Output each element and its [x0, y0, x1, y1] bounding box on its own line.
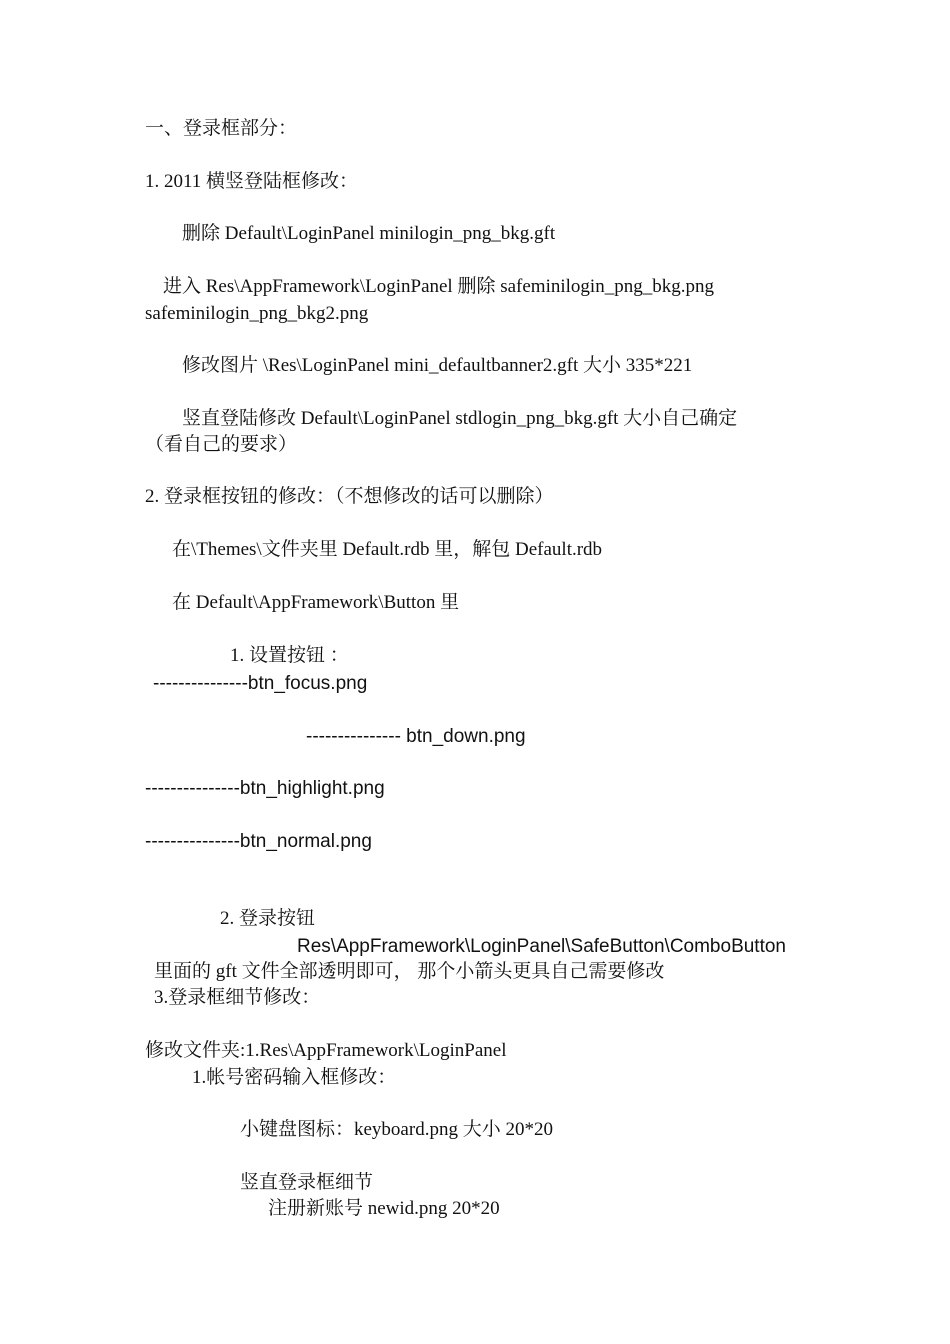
text-line: 竖直登陆修改 Default\LoginPanel stdlogin_png_bkg.gft 大小自己确定	[182, 408, 738, 429]
text-line: 在 Default\AppFramework\Button 里	[172, 592, 460, 613]
text-line: 进入 Res\AppFramework\LoginPanel 删除 safeminilogin_png_bkg.png	[163, 276, 714, 297]
text-line: （看自己的要求）	[145, 434, 298, 455]
text-line: 里面的 gft 文件全部透明即可， 那个小箭头更具自己需要修改	[154, 961, 665, 982]
text-line: 在\Themes\文件夹里 Default.rdb 里，解包 Default.rdb	[172, 539, 603, 560]
sub-item-heading: 1. 设置按钮 ：	[230, 645, 349, 666]
sub-item-heading: 2. 登录按钮	[220, 908, 316, 929]
text-line: 注册新账号 newid.png 20*20	[268, 1198, 500, 1219]
text-line: 修改文件夹:1.Res\AppFramework\LoginPanel	[145, 1040, 507, 1061]
item-heading: 2. 登录框按钮的修改：（不想修改的话可以删除）	[145, 486, 554, 507]
text-line: 竖直登录框细节	[240, 1172, 374, 1193]
text-line: 修改图片 \Res\LoginPanel mini_defaultbanner2.gft 大小 335*221	[182, 355, 693, 376]
text-line: safeminilogin_png_bkg2.png	[145, 303, 369, 324]
sub-item-heading: 1.帐号密码输入框修改：	[192, 1067, 397, 1088]
file-line: ---------------btn_highlight.png	[145, 778, 385, 799]
text-line: 小键盘图标：keyboard.png 大小 20*20	[240, 1119, 553, 1140]
section-heading: 一、登录框部分：	[145, 118, 298, 139]
file-line: --------------- btn_down.png	[306, 726, 526, 747]
file-line: ---------------btn_focus.png	[153, 673, 368, 694]
path-line: Res\AppFramework\LoginPanel\SafeButton\ComboButton	[297, 936, 786, 957]
item-heading: 1. 2011 横竖登陆框修改：	[145, 171, 359, 192]
item-heading: 3.登录框细节修改：	[154, 987, 321, 1008]
file-line: ---------------btn_normal.png	[145, 831, 372, 852]
text-line: 删除 Default\LoginPanel minilogin_png_bkg.gft	[182, 223, 556, 244]
